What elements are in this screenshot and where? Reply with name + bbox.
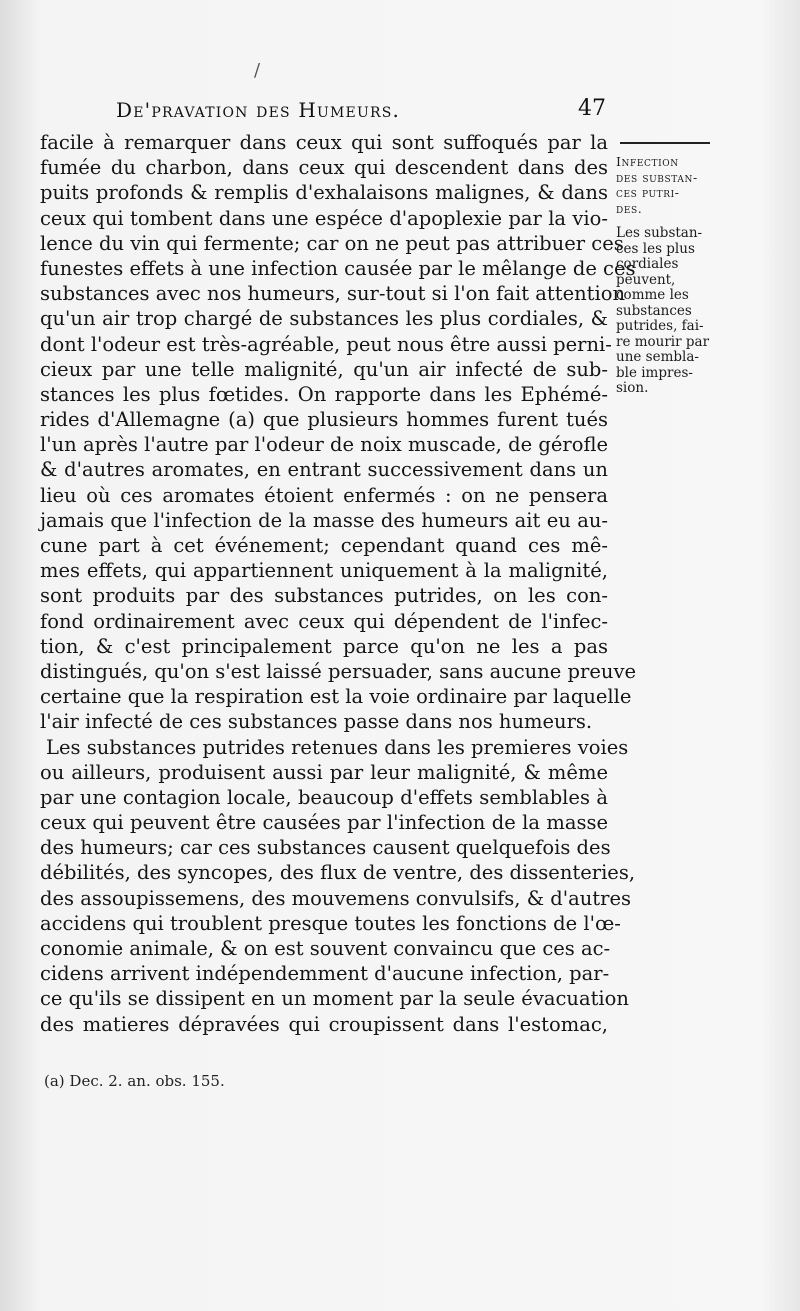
running-head	[116, 98, 606, 126]
margin-heading-line: ces putri-	[616, 185, 680, 200]
body-line: sont produits par des substances putrides, on les con-	[40, 584, 608, 608]
body-line: ou ailleurs, produisent aussi par leur malignité, & même	[40, 760, 608, 784]
margin-note-line: comme les	[616, 287, 689, 303]
body-line: mes effets, qui appartiennent uniquement à la malignité,	[40, 559, 608, 583]
body-line: cidens arrivent indépendemment d'aucune infection, par-	[40, 962, 610, 986]
body-line: tion, & c'est principalement parce qu'on ne les a pas	[40, 634, 608, 658]
body-line: des assoupissemens, des mouvemens convulsifs, & d'autres	[40, 886, 631, 910]
margin-note-line: re mourir par	[616, 333, 710, 350]
body-line: fond ordinairement avec ceux qui dépendent de l'infec-	[40, 609, 608, 633]
body-line: cune part à cet événement; cependant quand ces mê-	[40, 534, 608, 557]
body-line: rides d'Allemagne (a) que plusieurs hommes furent tués	[40, 408, 608, 432]
body-line: conomie animale, & on est souvent convaincu que ces ac-	[40, 937, 611, 960]
margin-notes	[616, 130, 712, 397]
body-line: cieux par une telle malignité, qu'un air infecté de sub-	[40, 357, 608, 381]
margin-note-line: une sembla-	[616, 349, 699, 365]
running-title: De'pravation des Humeurs.	[116, 98, 401, 122]
body-line: jamais que l'infection de la masse des humeurs ait eu au-	[40, 508, 608, 532]
body-line: facile à remarquer dans ceux qui sont suffoqués par la	[40, 131, 608, 154]
body-line: qu'un air trop chargé de substances les plus cordiales, &	[40, 307, 608, 331]
body-line: Les substances putrides retenues dans les premieres voies	[46, 735, 629, 759]
body-line: lence du vin qui fermente; car on ne peut pas attribuer ces	[40, 231, 624, 255]
margin-note-line: Les substan-	[616, 225, 703, 241]
body-line: débilités, des syncopes, des flux de ventre, des dissenteries,	[40, 861, 636, 885]
body-line: ce qu'ils se dissipent en un moment par la seule évacuation	[40, 987, 629, 1011]
body-line: fumée du charbon, dans ceux qui descendent dans des	[40, 156, 608, 180]
body-line: par une contagion locale, beaucoup d'effets semblables à	[40, 785, 608, 809]
margin-rule	[620, 142, 710, 144]
body-line: substances avec nos humeurs, sur-tout si l'on fait attention	[40, 282, 626, 306]
margin-heading-line: Infection	[616, 154, 679, 169]
margin-note-line: substances	[616, 302, 692, 319]
body-line: accidens qui troublent presque toutes les fonctions de l'œ-	[40, 911, 621, 935]
margin-note-line: ble impres-	[616, 364, 693, 381]
body-line: & d'autres aromates, en entrant successivement dans un	[40, 458, 608, 482]
margin-note-line: cordiales	[616, 256, 679, 272]
body-line: dont l'odeur est très-agréable, peut nous être aussi perni-	[40, 332, 612, 356]
margin-note-line: ces les plus	[616, 240, 695, 257]
body-line: certaine que la respiration est la voie ordinaire par laquelle	[40, 685, 632, 709]
body-line: distingués, qu'on s'est laissé persuader, sans aucune preuve	[40, 659, 636, 683]
margin-heading-line: des substan-	[616, 169, 698, 185]
footnote: (a) Dec. 2. an. obs. 155.	[44, 1072, 225, 1090]
body-line: puits profonds & remplis d'exhalaisons malignes, & dans	[40, 181, 608, 205]
margin-note-line: sion.	[616, 380, 649, 396]
margin-note	[616, 226, 712, 397]
body-line: stances les plus fœtides. On rapporte dans les Ephémé-	[40, 382, 608, 406]
body-line: ceux qui peuvent être causées par l'infection de la masse	[40, 811, 608, 835]
body-line: l'air infecté de ces substances passe dans nos humeurs.	[40, 710, 593, 734]
page-number: 47	[578, 96, 606, 121]
body-line: des matieres dépravées qui croupissent dans l'estomac,	[40, 1012, 608, 1036]
margin-note-line: peuvent,	[616, 271, 676, 288]
margin-note-line: putrides, fai-	[616, 318, 704, 334]
body-line: ceux qui tombent dans une espéce d'apoplexie par la vio-	[40, 206, 608, 230]
body-line: lieu où ces aromates étoient enfermés : on ne pensera	[40, 483, 608, 507]
margin-heading	[616, 154, 712, 216]
margin-heading-line: des.	[616, 200, 643, 216]
body-line: des humeurs; car ces substances causent quelquefois des	[40, 836, 611, 860]
stray-mark: /	[254, 60, 261, 81]
body-line: funestes effets à une infection causée par le mêlange de ces	[40, 256, 636, 280]
body-line: l'un après l'autre par l'odeur de noix muscade, de gérofle	[40, 433, 608, 457]
